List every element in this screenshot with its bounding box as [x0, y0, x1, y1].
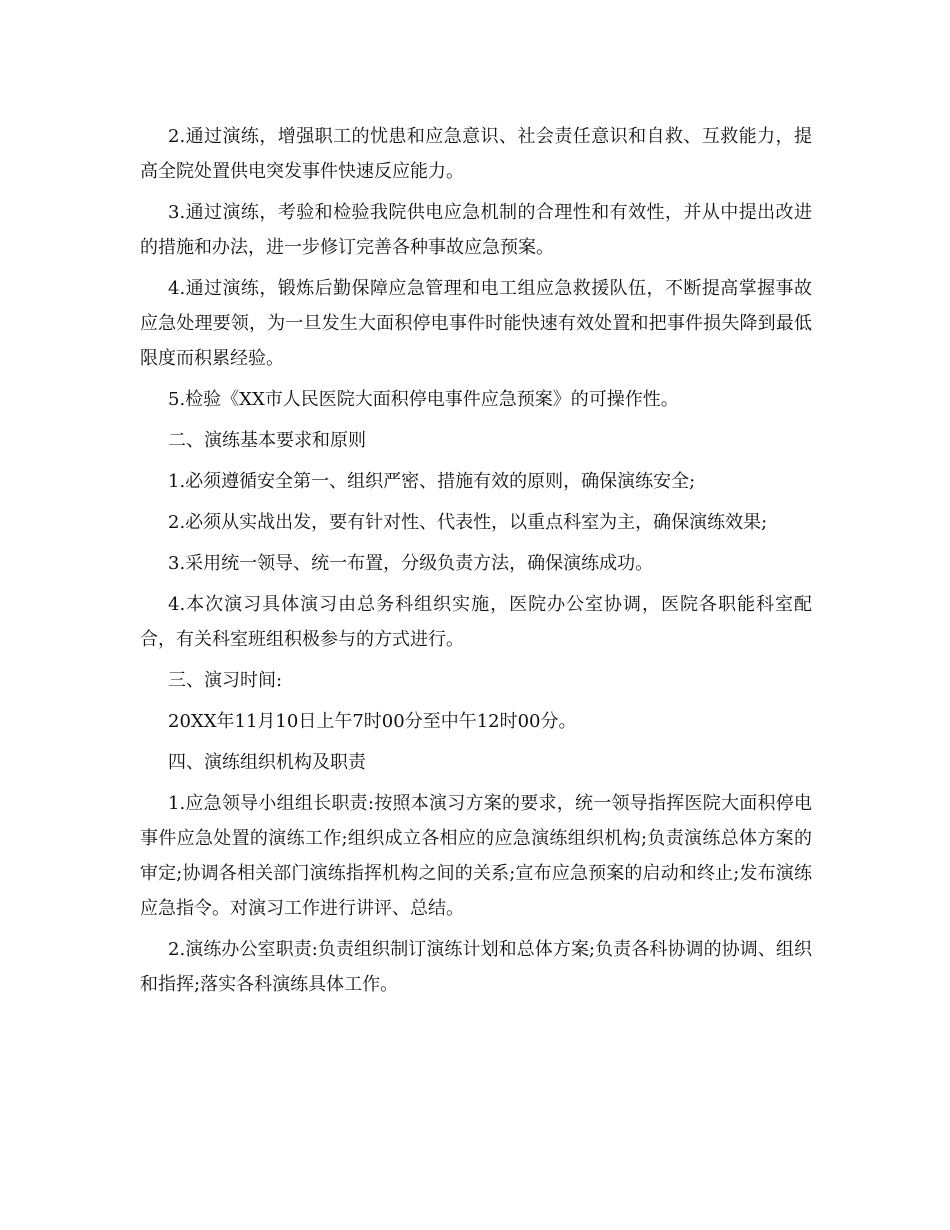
paragraph-requirement-4: 4.本次演习具体演习由总务科组织实施，医院办公室协调，医院各职能科室配合，有关科室班组积极参与的方式进行。: [140, 594, 812, 650]
paragraph-goal-3: 3.通过演练，考验和检验我院供电应急机制的合理性和有效性，并从中提出改进的措施和办法，进一步修订完善各种事故应急预案。: [140, 202, 812, 258]
section-heading-organization: 四、演练组织机构及职责: [168, 752, 366, 773]
paragraph-goal-5: 5.检验《XX市人民医院大面积停电事件应急预案》的可操作性。: [168, 389, 679, 410]
document-body: [140, 119, 812, 1008]
paragraph-time: 20XX年11月10日上午7时00分至中午12时00分。: [168, 711, 577, 732]
paragraph-requirement-3: 3.采用统一领导、统一布置，分级负责方法，确保演练成功。: [168, 553, 654, 574]
section-heading-requirements: 二、演练基本要求和原则: [168, 430, 366, 451]
section-heading-time: 三、演习时间:: [168, 670, 283, 691]
paragraph-requirement-1: 1.必须遵循安全第一、组织严密、措施有效的原则，确保演练安全;: [168, 471, 696, 492]
paragraph-requirement-2: 2.必须从实战出发，要有针对性、代表性，以重点科室为主，确保演练效果;: [168, 512, 768, 533]
paragraph-goal-4: 4.通过演练，锻炼后勤保障应急管理和电工组应急救援队伍，不断提高掌握事故应急处理要领，为一旦发生大面积停电事件时能快速有效处置和把事件损失降到最低限度而积累经验。: [140, 278, 812, 369]
paragraph-duty-2: 2.演练办公室职责:负责组织制订演练计划和总体方案;负责各科协调的协调、组织和指挥;落实各科演练具体工作。: [140, 939, 812, 995]
paragraph-duty-1: 1.应急领导小组组长职责:按照本演习方案的要求，统一领导指挥医院大面积停电事件应急处置的演练工作;组织成立各相应的应急演练组织机构;负责演练总体方案的审定;协调各相关部门演练指挥机构之间的关系;宣布应急预案的启动和终止;发布演练应急指令。对演习工作进行讲评、总结。: [140, 793, 812, 919]
paragraph-goal-2: 2.通过演练，增强职工的忧患和应急意识、社会责任意识和自救、互救能力，提高全院处置供电突发事件快速反应能力。: [140, 126, 812, 182]
